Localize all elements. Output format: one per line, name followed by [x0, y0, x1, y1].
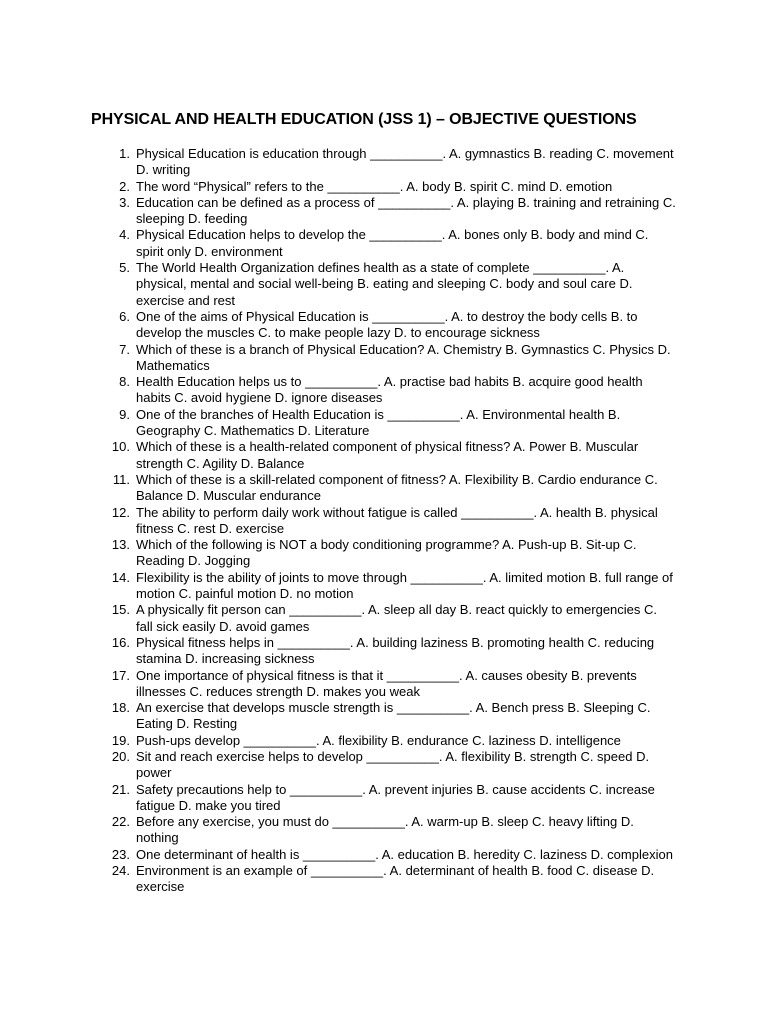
question-item — [0, 602, 676, 635]
question-item — [0, 782, 676, 815]
question-list — [0, 146, 768, 896]
question-text: A physically fit person can __________. A. sleep all day B. react quickly to emergencies C. fall sick easily D. avoid games — [136, 602, 658, 634]
question-text: Push-ups develop __________. A. flexibility B. endurance C. laziness D. intelligence — [136, 732, 621, 748]
question-item — [0, 227, 676, 260]
question-text: Which of these is a branch of Physical Education? A. Chemistry B. Gymnastics C. Physics D. Mathematics — [136, 341, 671, 373]
question-item — [0, 733, 676, 749]
question-text: The ability to perform daily work without fatigue is called __________. A. health B. physical fitness C. rest D. exercise — [136, 504, 658, 536]
question-item — [0, 260, 676, 309]
question-text: One of the aims of Physical Education is __________. A. to destroy the body cells B. to develop the muscles C. to make people lazy D. to encourage sickness — [136, 308, 638, 341]
question-item — [0, 537, 676, 570]
question-text: The word “Physical” refers to the __________. A. body B. spirit C. mind D. emotion — [136, 178, 613, 194]
document-title: PHYSICAL AND HEALTH EDUCATION (JSS 1) – OBJECTIVE QUESTIONS — [91, 111, 637, 128]
question-text: Flexibility is the ability of joints to move through __________. A. limited motion B. full range of motion C. painful motion D. no motion — [136, 569, 673, 602]
question-number: 3. — [119, 194, 130, 210]
question-text: An exercise that develops muscle strength is __________. A. Bench press B. Sleeping C. Eating D. Resting — [136, 700, 651, 732]
question-number: 18. — [111, 700, 130, 716]
question-item — [0, 505, 676, 538]
question-item — [0, 847, 676, 863]
question-text: Physical Education helps to develop the __________. A. bones only B. body and mind C. spirit only D. environment — [136, 227, 649, 259]
question-item — [0, 668, 676, 701]
question-number: 23. — [111, 846, 130, 862]
question-number: 1. — [119, 146, 130, 161]
question-number: 13. — [111, 537, 130, 553]
question-text: Education can be defined as a process of __________. A. playing B. training and retraining C. sleeping D. feeding — [136, 194, 676, 227]
question-text: One determinant of health is __________. A. education B. heredity C. laziness D. complexion — [136, 846, 673, 862]
question-number: 21. — [111, 781, 130, 797]
question-number: 4. — [119, 227, 130, 243]
question-text: Which of the following is NOT a body conditioning programme? A. Push-up B. Sit-up C. Reading D. Jogging — [136, 537, 637, 569]
question-number: 14. — [111, 569, 130, 585]
question-text: Which of these is a skill-related component of fitness? A. Flexibility B. Cardio endurance C. Balance D. Muscular endurance — [136, 471, 658, 504]
question-text: Before any exercise, you must do __________. A. warm-up B. sleep C. heavy lifting D. nothing — [136, 814, 634, 846]
question-number: 2. — [119, 178, 130, 194]
question-item — [0, 570, 676, 603]
question-text: One importance of physical fitness is that it __________. A. causes obesity B. prevents illnesses C. reduces strength D. makes you weak — [136, 667, 637, 699]
question-text: Safety precautions help to __________. A. prevent injuries B. cause accidents C. increase fatigue D. make you tired — [136, 781, 655, 813]
question-text: Which of these is a health-related component of physical fitness? A. Power B. Muscular strength C. Agility D. Balance — [136, 439, 639, 471]
question-number: 17. — [111, 667, 130, 683]
question-item — [0, 472, 676, 505]
question-item — [0, 342, 676, 375]
question-item — [0, 195, 676, 228]
question-item — [0, 407, 676, 440]
question-number: 15. — [111, 602, 130, 618]
question-number: 7. — [119, 341, 130, 357]
question-number: 19. — [111, 732, 130, 748]
question-number: 11. — [112, 471, 130, 487]
question-text: Physical fitness helps in __________. A. building laziness B. promoting health C. reducing stamina D. increasing sickness — [136, 634, 655, 667]
question-number: 24. — [111, 863, 130, 879]
question-number: 20. — [111, 748, 130, 764]
question-number: 12. — [111, 504, 130, 520]
question-item — [0, 814, 676, 847]
question-item — [0, 635, 676, 668]
question-item — [0, 863, 676, 896]
question-item — [0, 179, 676, 195]
question-text: Environment is an example of __________. A. determinant of health B. food C. disease D. exercise — [136, 863, 655, 895]
question-number: 22. — [111, 814, 130, 830]
question-number: 6. — [119, 308, 130, 324]
question-number: 9. — [119, 406, 130, 422]
question-number: 5. — [119, 260, 130, 276]
question-item — [0, 749, 676, 782]
question-number: 10. — [111, 439, 130, 455]
question-item — [0, 146, 676, 179]
question-item — [0, 439, 676, 472]
question-text: Sit and reach exercise helps to develop __________. A. flexibility B. strength C. speed D. power — [136, 748, 650, 781]
question-number: 8. — [119, 374, 130, 390]
question-item — [0, 700, 676, 733]
question-item — [0, 309, 676, 342]
question-number: 16. — [111, 634, 130, 650]
question-text: One of the branches of Health Education is __________. A. Environmental health B. Geography C. Mathematics D. Literature — [136, 406, 621, 439]
question-text: The World Health Organization defines health as a state of complete __________. A. physical, mental and social well-being B. eating and sleeping C. body and soul care D. exercise and rest — [136, 260, 633, 308]
question-text: Physical Education is education through __________. A. gymnastics B. reading C. movement D. writing — [136, 146, 674, 178]
question-text: Health Education helps us to __________. A. practise bad habits B. acquire good health habits C. avoid hygiene D. ignore diseases — [136, 374, 643, 406]
question-item — [0, 374, 676, 407]
